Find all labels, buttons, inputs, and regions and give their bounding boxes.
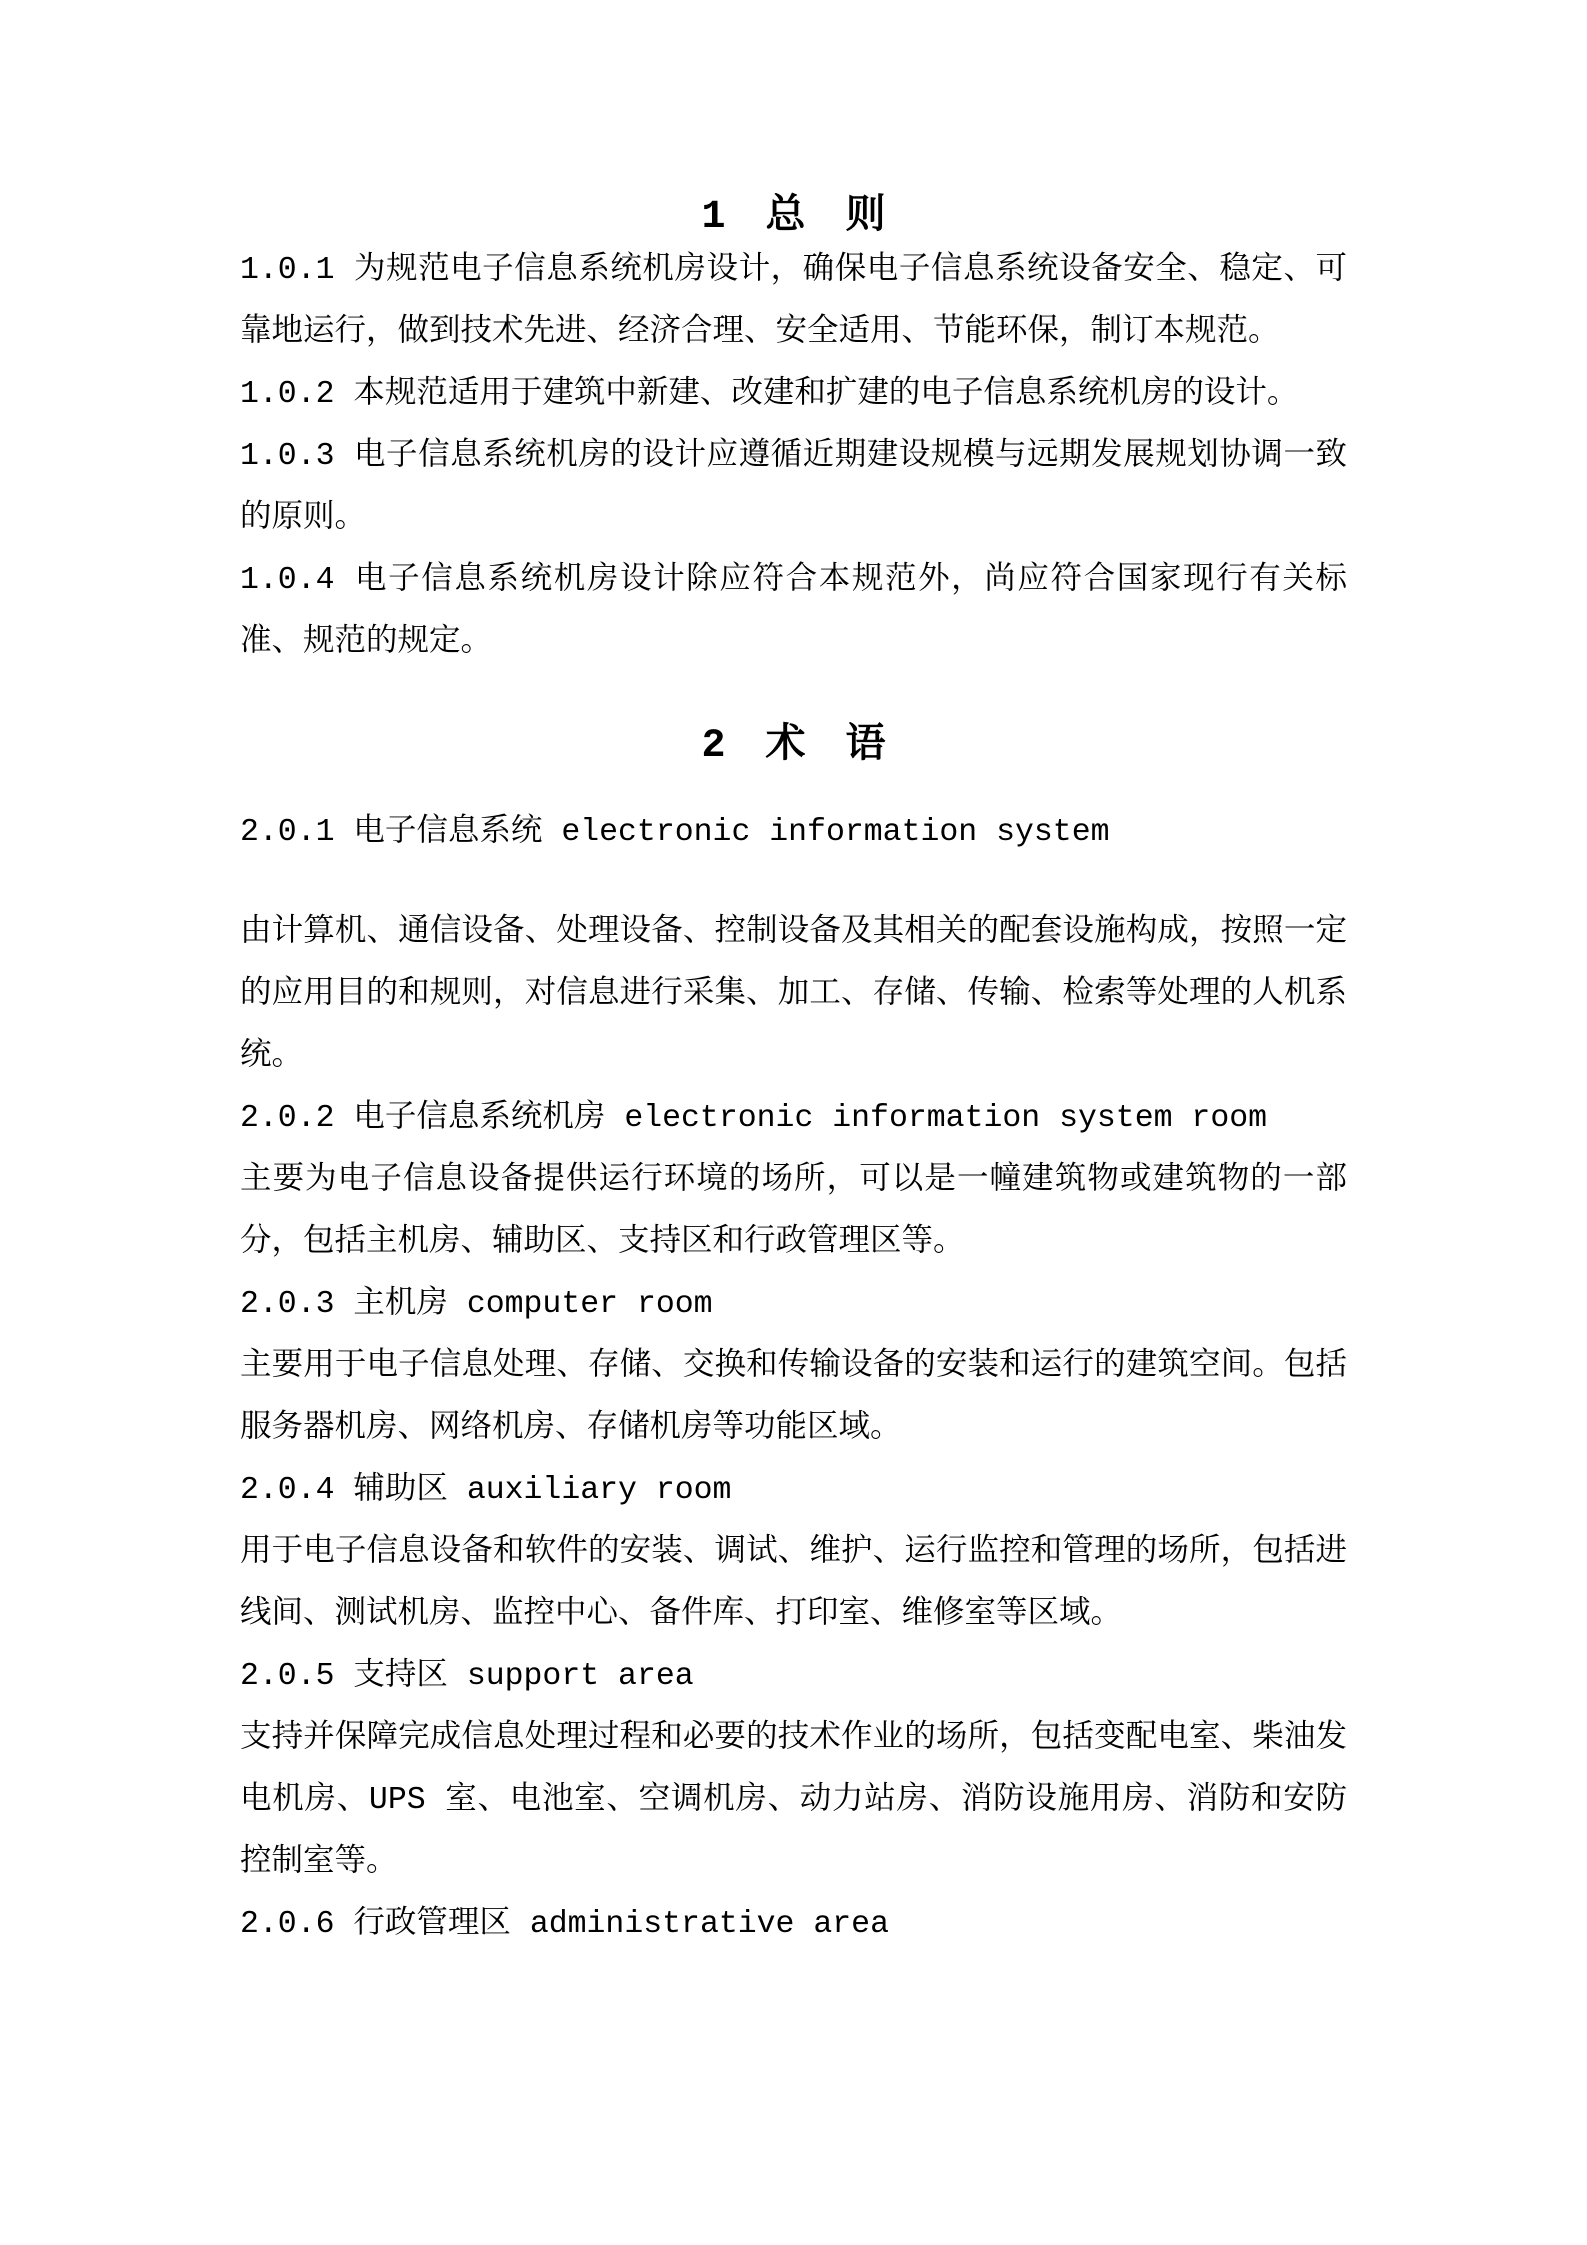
term-2-0-5-title: 2.0.5 支持区 support area [240,1659,694,1694]
term-2-0-3-definition: 主要用于电子信息处理、存储、交换和传输设备的安装和运行的建筑空间。包括服务器机房、网络机房、存储机房等功能区域。 [240,1349,1347,1446]
clause-1-0-2: 1.0.2 本规范适用于建筑中新建、改建和扩建的电子信息系统机房的设计。 [240,377,1299,412]
clause-1-0-3: 1.0.3 电子信息系统机房的设计应遵循近期建设规模与远期发展规划协调一致的原则。 [240,439,1347,536]
clause-1-0-4: 1.0.4 电子信息系统机房设计除应符合本规范外，尚应符合国家现行有关标准、规范的规定。 [240,563,1347,660]
term-2-0-4-title: 2.0.4 辅助区 auxiliary room [240,1473,732,1508]
term-2-0-2-title: 2.0.2 电子信息系统机房 electronic information system room [240,1101,1268,1136]
term-2-0-1-title: 2.0.1 电子信息系统 electronic information system [240,815,1110,850]
term-2-0-4-definition: 用于电子信息设备和软件的安装、调试、维护、运行监控和管理的场所，包括进线间、测试机房、监控中心、备件库、打印室、维修室等区域。 [240,1535,1347,1632]
section-2-heading: 2 术 语 [701,724,886,769]
document-content [240,0,1347,1956]
term-2-0-5-definition: 支持并保障完成信息处理过程和必要的技术作业的场所，包括变配电室、柴油发电机房、UPS 室、电池室、空调机房、动力站房、消防设施用房、消防和安防控制室等。 [240,1721,1347,1880]
term-2-0-1-definition: 由计算机、通信设备、处理设备、控制设备及其相关的配套设施构成，按照一定的应用目的和规则，对信息进行采集、加工、存储、传输、检索等处理的人机系统。 [240,915,1347,1074]
term-2-0-6-title: 2.0.6 行政管理区 administrative area [240,1907,889,1942]
clause-1-0-1: 1.0.1 为规范电子信息系统机房设计，确保电子信息系统设备安全、稳定、可靠地运行，做到技术先进、经济合理、安全适用、节能环保，制订本规范。 [240,253,1347,350]
term-2-0-3-title: 2.0.3 主机房 computer room [240,1287,713,1322]
section-1-heading: 1 总 则 [701,195,886,240]
term-2-0-2-definition: 主要为电子信息设备提供运行环境的场所，可以是一幢建筑物或建筑物的一部分，包括主机房、辅助区、支持区和行政管理区等。 [240,1163,1347,1260]
